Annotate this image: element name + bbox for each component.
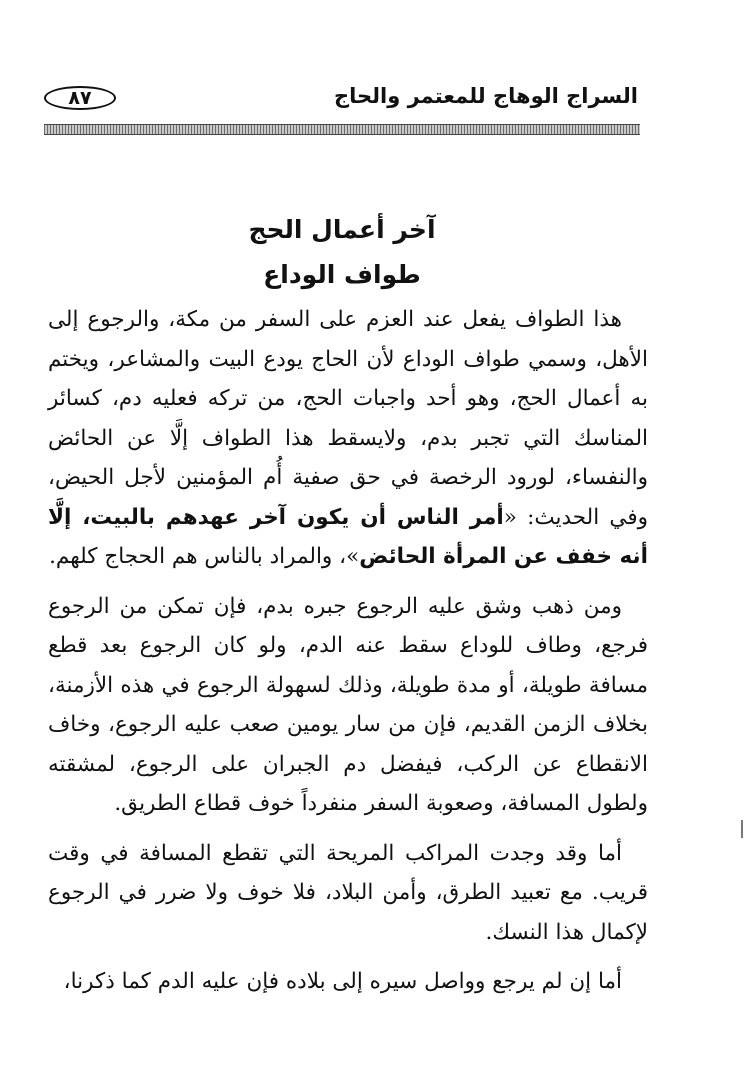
body-text xyxy=(48,300,648,1002)
paragraph-text: »، والمراد بالناس هم الحجاج كلهم. xyxy=(49,544,360,569)
section-titles xyxy=(44,207,640,297)
hadith-quote: أمر الناس أن يكون آخر عهدهم بالبيت، إلَّا أنه خفف عن المرأة الحائض xyxy=(48,504,648,569)
scan-margin-mark xyxy=(741,820,743,838)
section-subtitle: طواف الوداع xyxy=(263,260,421,289)
page-number-badge xyxy=(44,86,116,110)
paragraph-text: هذا الطواف يفعل عند العزم على السفر من مكة، والرجوع إلى الأهل، وسمي طواف الوداع لأن الحاج يودع البيت والمشاعر، ويختم به أعمال الحج، وهو أحد واجبات الحج، من تركه فعليه دم، كسائر المناسك التي تجبر بدم، ولايسقط هذا الطواف إلَّا عن الحائض والنفساء، لورود الرخصة في حق صفية أُم المؤمنين لأجل الحيض، وفي الحديث: « xyxy=(48,307,649,530)
section-title: آخر أعمال الحج xyxy=(248,215,436,244)
paragraph: أما إن لم يرجع وواصل سيره إلى بلاده فإن عليه الدم كما ذكرنا، xyxy=(63,969,622,994)
page-header xyxy=(44,86,640,112)
page-number: ٨٧ xyxy=(68,86,92,109)
header-rule xyxy=(44,124,640,135)
paragraph xyxy=(48,300,648,577)
paragraph: أما وقد وجدت المراكب المريحة التي تقطع المسافة في وقت قريب. مع تعبيد الطرق، وأمن البلاد، فلا خوف ولا ضرر في الرجوع لإكمال هذا النسك. xyxy=(48,840,648,945)
paragraph: ومن ذهب وشق عليه الرجوع جبره بدم، فإن تمكن من الرجوع فرجع، وطاف للوداع سقط عنه الدم، ولو كان الرجوع بعد قطع مسافة طويلة، أو مدة طويلة، وذلك لسهولة الرجوع في هذه الأزمنة، بخلاف الزمن القديم، فإن من سار يومين صعب عليه الرجوع، وخاف الانقطاع عن الركب، فيفضل دم الجبران على الرجوع، لمشقته ولطول المسافة، وصعوبة السفر منفرداً خوف قطاع الطريق. xyxy=(48,593,648,816)
running-title: السراج الوهاج للمعتمر والحاج xyxy=(333,84,638,108)
